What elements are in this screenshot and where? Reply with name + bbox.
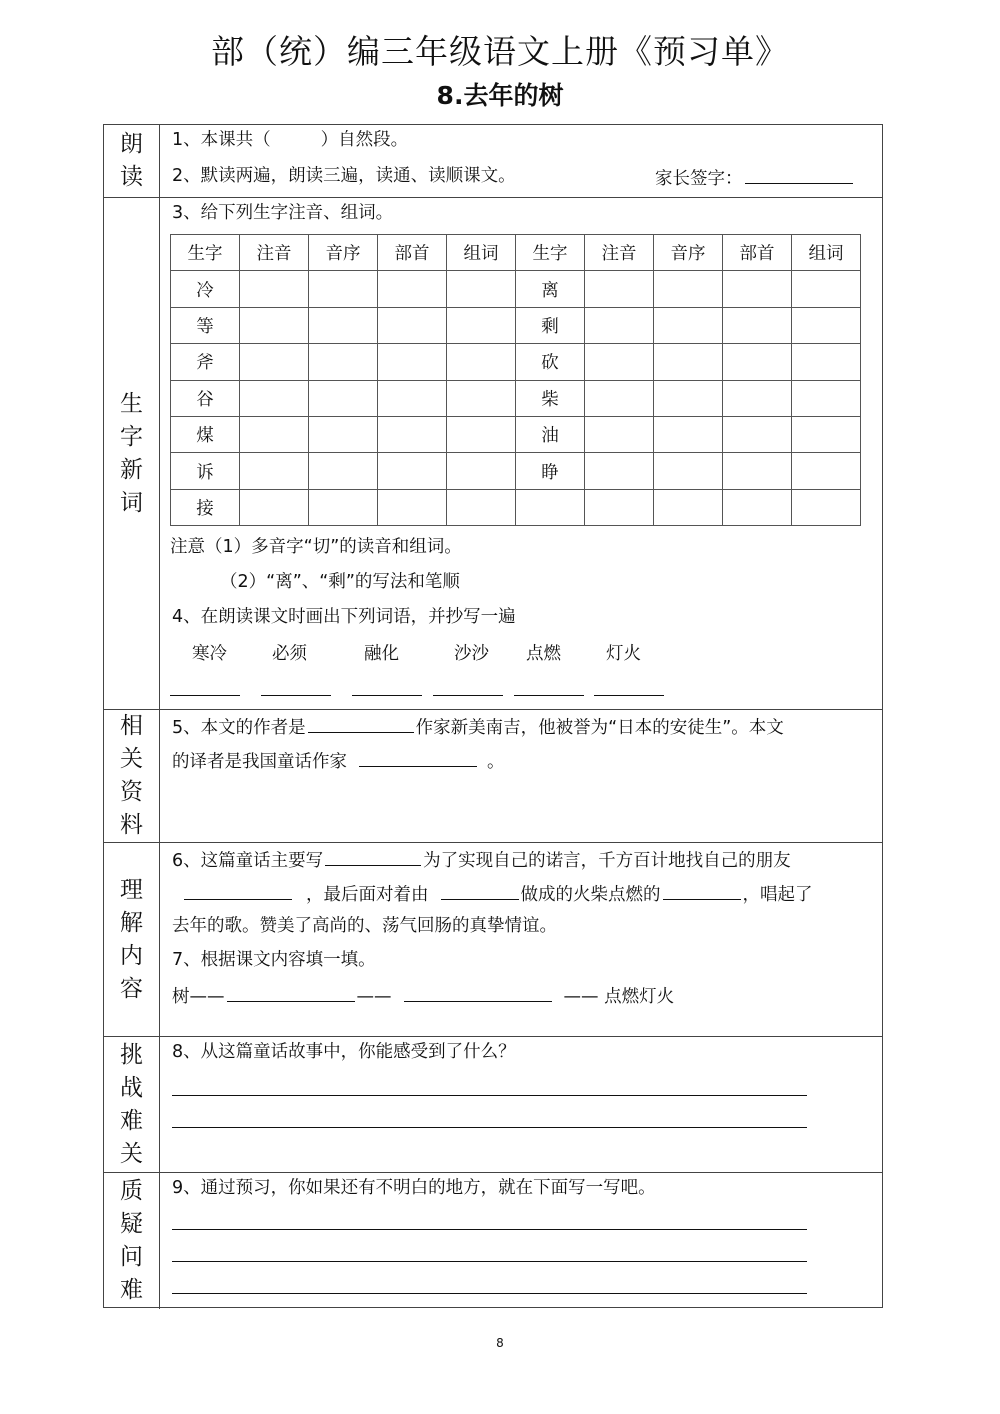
answer-cell[interactable] [378,453,447,489]
answer-cell[interactable] [723,271,792,307]
character-cell: 诉 [171,453,240,489]
table-row [171,344,861,380]
parent-signature: 家长签字： [655,163,855,192]
column-header: 注音 [240,235,309,271]
character-cell: 油 [516,416,585,452]
copy-blank[interactable] [594,695,664,696]
character-cell: 睁 [516,453,585,489]
answer-cell[interactable] [309,344,378,380]
question-2: 2、默读两遍，朗读三遍，读通、读顺课文。 [172,166,516,186]
section-questions [104,1173,882,1309]
section-understanding [104,843,882,1037]
character-cell: 煤 [171,416,240,452]
word-item: 融化 [364,644,399,664]
answer-cell[interactable] [240,489,309,525]
table-row [171,307,861,343]
answer-cell[interactable] [792,489,861,525]
answer-blank[interactable] [404,981,552,1002]
answer-cell[interactable] [378,380,447,416]
answer-cell[interactable] [378,416,447,452]
page-title: 部（统）编三年级语文上册《预习单》 [211,32,789,71]
section-label: 相关资料 [104,710,160,842]
answer-cell[interactable] [585,489,654,525]
word-item: 必须 [272,644,307,664]
answer-cell[interactable] [792,453,861,489]
table-row [171,453,861,489]
answer-cell[interactable] [723,307,792,343]
author-blank[interactable] [308,712,414,733]
answer-cell[interactable] [447,307,516,343]
page-number: 8 [496,1336,504,1350]
answer-cell[interactable] [240,344,309,380]
character-cell [516,489,585,525]
answer-cell[interactable] [378,271,447,307]
answer-cell[interactable] [309,416,378,452]
answer-cell[interactable] [585,271,654,307]
answer-cell[interactable] [447,271,516,307]
answer-cell[interactable] [723,453,792,489]
character-cell: 冷 [171,271,240,307]
answer-cell[interactable] [447,489,516,525]
section-challenge [104,1037,882,1173]
character-cell: 剩 [516,307,585,343]
answer-line[interactable] [172,1261,807,1262]
question-8: 8、从这篇童话故事中，你能感受到了什么？ [172,1042,516,1062]
question-6: 6、这篇童话主要写 为了实现自己的诺言，千方百计地找自己的朋友 [172,845,791,874]
column-header: 注音 [585,235,654,271]
answer-cell[interactable] [654,489,723,525]
character-cell: 斧 [171,344,240,380]
answer-cell[interactable] [792,307,861,343]
copy-blank[interactable] [433,695,503,696]
answer-cell[interactable] [654,453,723,489]
section-materials [104,710,882,843]
signature-blank[interactable] [745,163,853,184]
column-header: 部首 [378,235,447,271]
answer-cell[interactable] [447,453,516,489]
answer-cell[interactable] [654,344,723,380]
lesson-title: 8.去年的树 [436,81,564,110]
answer-cell[interactable] [654,271,723,307]
answer-cell[interactable] [240,380,309,416]
column-header: 生字 [516,235,585,271]
question-1: 1、本课共（ ）自然段。 [172,130,409,150]
section-reading [104,125,882,198]
answer-line[interactable] [172,1127,807,1128]
answer-cell[interactable] [585,453,654,489]
answer-cell[interactable] [585,380,654,416]
answer-cell[interactable] [447,344,516,380]
translator-blank[interactable] [359,746,477,767]
copy-blank[interactable] [352,695,422,696]
table-row [171,380,861,416]
question-6-end: 去年的歌。赞美了高尚的、荡气回肠的真挚情谊。 [172,916,557,936]
table-row [171,489,861,525]
character-cell: 谷 [171,380,240,416]
answer-cell[interactable] [654,416,723,452]
character-table [170,234,861,526]
section-label: 挑战难关 [104,1037,160,1172]
answer-line[interactable] [172,1095,807,1096]
character-cell: 等 [171,307,240,343]
answer-cell[interactable] [585,307,654,343]
section-label: 理解内容 [104,843,160,1036]
question-7-chain: 树—— —— —— 点燃灯火 [172,981,674,1010]
character-cell: 柴 [516,380,585,416]
answer-cell[interactable] [309,489,378,525]
answer-cell[interactable] [309,453,378,489]
question-7: 7、根据课文内容填一填。 [172,950,376,970]
character-cell: 离 [516,271,585,307]
question-6-cont: ，最后面对着由 做成的火柴点燃的 ，唱起了 [172,879,813,908]
copy-blank[interactable] [170,695,240,696]
answer-line[interactable] [172,1293,807,1294]
answer-cell[interactable] [240,271,309,307]
answer-blank[interactable] [325,845,421,866]
copy-blank[interactable] [514,695,584,696]
answer-cell[interactable] [309,307,378,343]
question-5-cont: 的译者是我国童话作家 。 [172,746,505,775]
table-row [171,271,861,307]
answer-cell[interactable] [585,344,654,380]
character-cell: 接 [171,489,240,525]
answer-cell[interactable] [792,416,861,452]
answer-cell[interactable] [792,380,861,416]
answer-blank[interactable] [184,879,292,900]
section-label: 朗读 [104,125,160,197]
note-1: 注意（1）多音字“切”的读音和组词。 [170,537,462,557]
answer-blank[interactable] [441,879,519,900]
worksheet-table [103,124,883,1308]
answer-cell[interactable] [240,453,309,489]
answer-cell[interactable] [309,271,378,307]
question-9: 9、通过预习，你如果还有不明白的地方，就在下面写一写吧。 [172,1178,656,1198]
answer-cell[interactable] [240,307,309,343]
section-new-words [104,198,882,710]
answer-line[interactable] [172,1229,807,1230]
answer-cell[interactable] [654,307,723,343]
table-header-row [171,235,861,271]
answer-cell[interactable] [378,307,447,343]
character-cell: 砍 [516,344,585,380]
question-5: 5、本文的作者是 作家新美南吉，他被誉为“日本的安徒生”。本文 [172,712,784,741]
answer-cell[interactable] [723,416,792,452]
table-row [171,416,861,452]
answer-cell[interactable] [723,489,792,525]
section-label: 质疑问难 [104,1173,160,1309]
answer-cell[interactable] [792,271,861,307]
word-item: 沙沙 [454,644,489,664]
answer-blank[interactable] [227,981,355,1002]
word-item: 点燃 [526,644,561,664]
answer-cell[interactable] [723,344,792,380]
word-item: 灯火 [606,644,641,664]
question-3: 3、给下列生字注音、组词。 [172,203,394,223]
column-header: 音序 [309,235,378,271]
copy-blank[interactable] [261,695,331,696]
question-4: 4、在朗读课文时画出下列词语，并抄写一遍 [172,607,516,627]
answer-cell[interactable] [378,489,447,525]
note-2: （2）“离”、“剩”的写法和笔顺 [220,572,460,592]
answer-blank[interactable] [663,879,741,900]
column-header: 音序 [654,235,723,271]
column-header: 组词 [792,235,861,271]
answer-cell[interactable] [447,380,516,416]
column-header: 部首 [723,235,792,271]
answer-cell[interactable] [792,344,861,380]
answer-cell[interactable] [309,380,378,416]
answer-cell[interactable] [378,344,447,380]
column-header: 生字 [171,235,240,271]
answer-cell[interactable] [654,380,723,416]
answer-cell[interactable] [240,416,309,452]
answer-cell[interactable] [447,416,516,452]
answer-cell[interactable] [723,380,792,416]
word-item: 寒冷 [192,644,227,664]
column-header: 组词 [447,235,516,271]
section-label: 生字新词 [104,198,160,709]
answer-cell[interactable] [585,416,654,452]
